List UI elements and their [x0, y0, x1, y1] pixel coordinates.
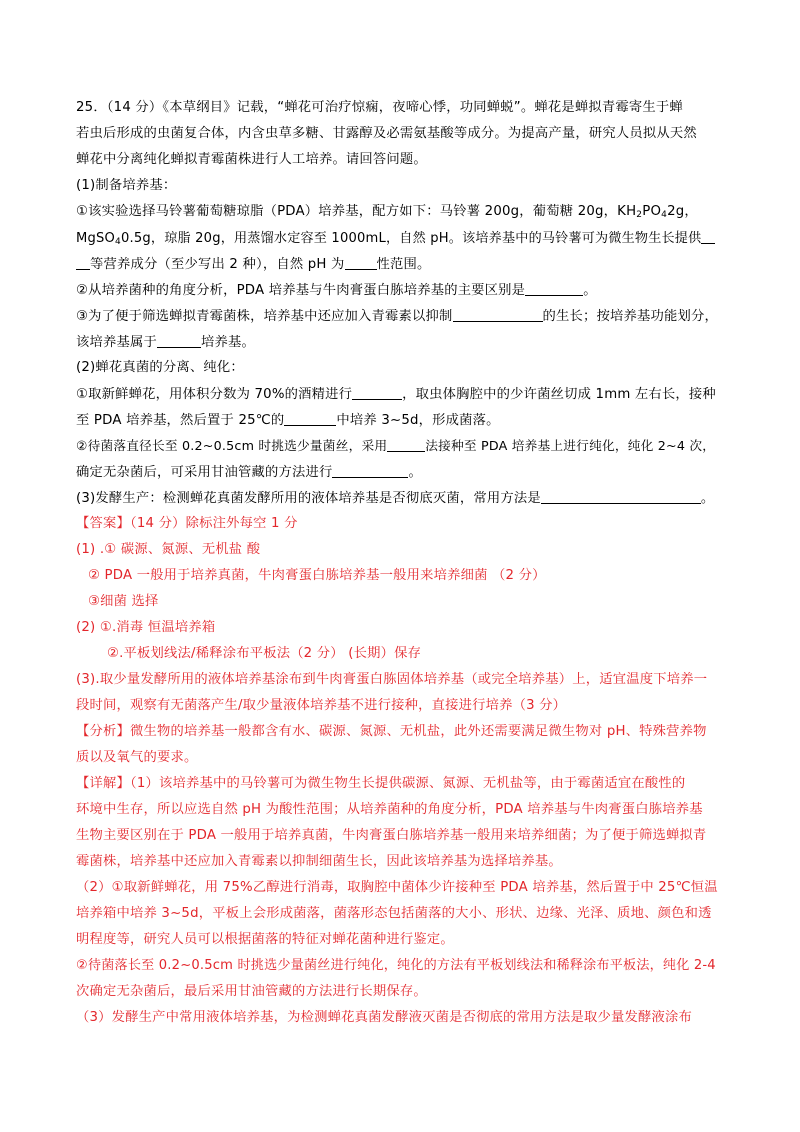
text: 0.5g，琼脂 20g，用蒸馏水定容至 1000mL，自然 pH。该培养基中的马铃薯可为微生物生长提供 [120, 231, 702, 246]
analysis-line: 质以及氧气的要求。 [76, 750, 198, 765]
text: 至 PDA 培养基，然后置于 25℃的 [76, 413, 285, 428]
text: (3)发酵生产：检测蝉花真菌发酵所用的液体培养基是否彻底灭菌，常用方法是 [76, 491, 541, 506]
text: ①该实验选择马铃薯葡萄糖琼脂（PDA）培养基，配方如下：马铃薯 200g，葡萄糖 20g，KH [76, 204, 637, 219]
text: 微生物的培养基一般都含有水、碳源、氮源、无机盐，此外还需要满足微生物对 pH、特殊营养物 [130, 724, 707, 739]
answer-header [76, 515, 298, 533]
answer-line: 段时间，观察有无菌落产生/取少量液体培养基不进行接种，直接进行培养（3 分） [76, 698, 567, 713]
answer-line: (2) ①.消毒 恒温培养箱 [76, 620, 216, 635]
text: 该培养基属于 [76, 335, 157, 350]
text: 中培养 3~5d，形成菌落。 [336, 413, 500, 428]
text: 。 [408, 465, 422, 480]
answer-tag: 【答案】 [76, 516, 130, 531]
text: 的生长；按培养基功能划分， [542, 309, 719, 324]
text: 法接种至 PDA 培养基上进行纯化，纯化 2~4 次， [425, 438, 716, 453]
part1-item-b [76, 281, 597, 300]
text: 2g， [667, 204, 698, 219]
detail-line: 生物主要区别在于 PDA 一般用于培养真菌，牛肉膏蛋白胨培养基一般用来培养细菌；为了便于筛选蝉拟青 [76, 828, 707, 843]
text: ③为了便于筛选蝉拟青霉菌株，培养基中还应加入青霉素以抑制 [76, 309, 453, 324]
answer-line: (1) .① 碳源、氮源、无机盐 酸 [76, 542, 261, 557]
detail-tag: 【详解】 [76, 776, 130, 791]
answer-line: ③细菌 选择 [88, 594, 159, 609]
part2-item-b [76, 437, 715, 455]
text: 性范围。 [376, 257, 431, 272]
part2-title: (2)蝉花真菌的分离、纯化： [76, 360, 244, 375]
answer-note: （14 分）除标注外每空 1 分 [130, 516, 298, 531]
question-intro-line: 蝉花中分离纯化蝉拟青霉菌株进行人工培养。请回答问题。 [76, 152, 427, 167]
detail-line: 次确定无杂菌后，最后采用甘油管藏的方法进行长期保存。 [76, 984, 427, 999]
detail-line: 明程度等，研究人员可以根据菌落的特征对蝉花菌种进行鉴定。 [76, 932, 454, 947]
answer-blank [387, 437, 425, 452]
answer-line: (3).取少量发酵所用的液体培养基涂布到牛肉膏蛋白胨固体培养基（或完全培养基）上，适宜温度下培养一 [76, 672, 708, 687]
text: MgSO [76, 231, 116, 246]
part1-item-a-line2 [76, 229, 715, 248]
part3-question [76, 489, 714, 508]
part1-item-a-line1 [76, 203, 698, 221]
detail-line: 霉菌株，培养基中还应加入青霉素以抑制细菌生长，因此该培养基为选择培养基。 [76, 854, 562, 869]
part1-item-c-line2 [76, 333, 255, 352]
part2-item-a-line2 [76, 411, 500, 430]
answer-blank [76, 255, 90, 270]
answer-blank [284, 411, 336, 426]
answer-blank [541, 489, 701, 504]
analysis-tag: 【分析】 [76, 724, 130, 739]
answer-blank [453, 307, 543, 322]
question-header: 25．（14 分）《本草纲目》记载，“蝉花可治疗惊痫，夜啼心悸，功同蝉蜕”。蝉花是蝉拟青霉寄生于蝉 [76, 100, 683, 115]
detail-line: （3）发酵生产中常用液体培养基，为检测蝉花真菌发酵液灭菌是否彻底的常用方法是取少量发酵液涂布 [76, 1010, 693, 1025]
answer-blank [352, 385, 402, 400]
answer-blank [345, 255, 377, 270]
detail-line: 培养箱中培养 3~5d，平板上会形成菌落，菌落形态包括菌落的大小、形状、边缘、光泽、质地、颜色和透 [76, 906, 712, 921]
part2-item-b-line2 [76, 463, 422, 482]
answer-blank [332, 463, 408, 478]
part1-item-a-line3 [76, 255, 431, 274]
text: 等营养成分（至少写出 2 种），自然 pH 为 [90, 257, 345, 272]
analysis-line [76, 723, 707, 741]
text: 。 [700, 491, 715, 506]
text: （1）该培养基中的马铃薯可为微生物生长提供碳源、氮源、无机盐等，由于霉菌适宜在酸性的 [130, 776, 686, 791]
text: 培养基。 [200, 335, 255, 350]
question-intro-line: 若虫后形成的虫菌复合体，内含虫草多糖、甘露醇及必需氨基酸等成分。为提高产量，研究人员拟从天然 [76, 126, 697, 141]
text: ①取新鲜蝉花，用体积分数为 70%的酒精进行 [76, 387, 353, 402]
detail-line: （2）①取新鲜蝉花，用 75%乙醇进行消毒，取胸腔中菌体少许接种至 PDA 培养基，然后置于中 25℃恒温 [76, 880, 718, 895]
text: PO [642, 204, 662, 219]
detail-line: ②待菌落长至 0.2~0.5cm 时挑选少量菌丝进行纯化，纯化的方法有平板划线法和稀释涂布平板法，纯化 2-4 [76, 958, 716, 973]
answer-line: ②.平板划线法/稀释涂布平板法（2 分） (长期）保存 [107, 646, 422, 661]
text: 。 [583, 283, 597, 298]
part2-item-a [76, 385, 716, 404]
answer-blank [525, 281, 583, 296]
detail-line: 环境中生存，所以应选自然 pH 为酸性范围；从培养菌种的角度分析，PDA 培养基与牛肉膏蛋白胨培养基 [76, 802, 703, 817]
subscript: 4 [115, 237, 121, 247]
text: ②待菌落直径长至 0.2~0.5cm 时挑选少量菌丝，采用 [76, 438, 388, 453]
part1-title: (1)制备培养基： [76, 178, 177, 193]
subscript: 4 [661, 210, 668, 220]
answer-blank [701, 229, 715, 244]
part1-item-c [76, 307, 718, 326]
detail-line [76, 775, 685, 793]
text: ，取虫体胸腔中的少许菌丝切成 1mm 左右长，接种 [402, 387, 716, 402]
answer-blank [157, 333, 201, 348]
text: ②从培养菌种的角度分析，PDA 培养基与牛肉膏蛋白胨培养基的主要区别是 [76, 283, 526, 298]
subscript: 2 [636, 210, 643, 220]
text: 确定无杂菌后，可采用甘油管藏的方法进行 [76, 465, 333, 480]
answer-line: ② PDA 一般用于培养真菌，牛肉膏蛋白胨培养基一般用来培养细菌 （2 分） [88, 568, 546, 583]
